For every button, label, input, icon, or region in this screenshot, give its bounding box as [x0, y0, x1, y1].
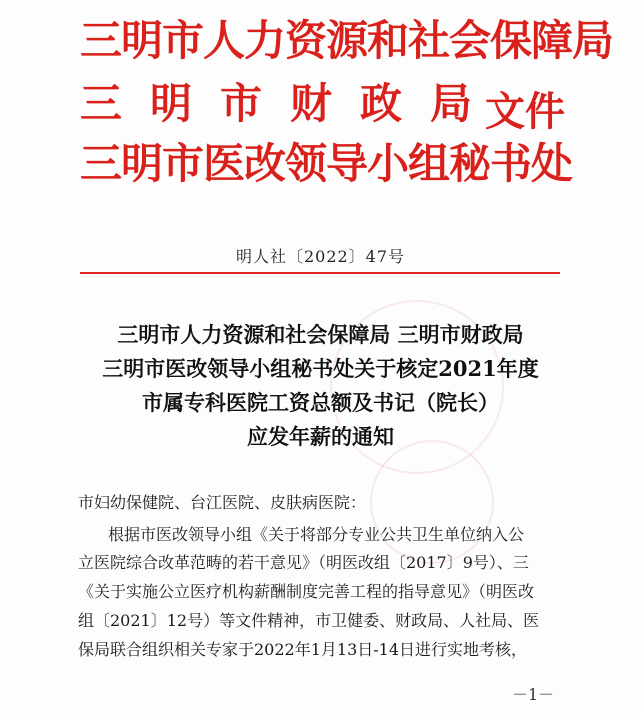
- page-number: －1－: [512, 685, 555, 704]
- document-number: 明人社〔2022〕47号: [235, 247, 406, 266]
- masthead-line-2: [80, 79, 500, 128]
- body-line-5: 保局联合组织相关专家于2022年1月13日-14日进行实地考核，: [78, 640, 528, 659]
- title-line-4: 应发年薪的通知: [247, 424, 394, 449]
- title-line-1: 三明市人力资源和社会保障局 三明市财政局: [117, 322, 524, 347]
- masthead-line-1: 三明市人力资源和社会保障局: [80, 16, 614, 65]
- addressee: 市妇幼保健院、台江医院、皮肤病医院：: [78, 493, 367, 512]
- masthead-line-2-char: 财: [290, 79, 332, 128]
- masthead-line-2-char: 局: [430, 79, 472, 128]
- red-masthead: [80, 8, 614, 208]
- body-line-2: 立医院综合改革范畴的若干意见》（明医改组〔2017〕9号）、三: [78, 553, 529, 572]
- body-line-1: 根据市医改领导小组《关于将部分专业公共卫生单位纳入公: [108, 525, 525, 544]
- body-line-3: 《关于实施公立医疗机构薪酬制度完善工程的指导意见》（明医改: [78, 582, 535, 601]
- title-line-2: 三明市医改领导小组秘书处关于核定2021年度: [102, 356, 539, 381]
- masthead-line-2-char: 政: [360, 79, 402, 128]
- masthead-wenjian: 文件: [485, 88, 565, 135]
- masthead-line-3: 三明市医改领导小组秘书处: [80, 139, 573, 188]
- faint-seal-stamp: [370, 440, 494, 564]
- masthead-line-2-char: 明: [150, 79, 192, 128]
- red-divider-rule: [80, 272, 560, 274]
- body-line-4: 组〔2021〕12号）等文件精神，市卫健委、财政局、人社局、医: [78, 611, 540, 630]
- title-line-3: 市属专科医院工资总额及书记（院长）: [142, 390, 499, 415]
- masthead-line-2-char: 市: [220, 79, 262, 128]
- masthead-line-2-char: 三: [80, 79, 122, 128]
